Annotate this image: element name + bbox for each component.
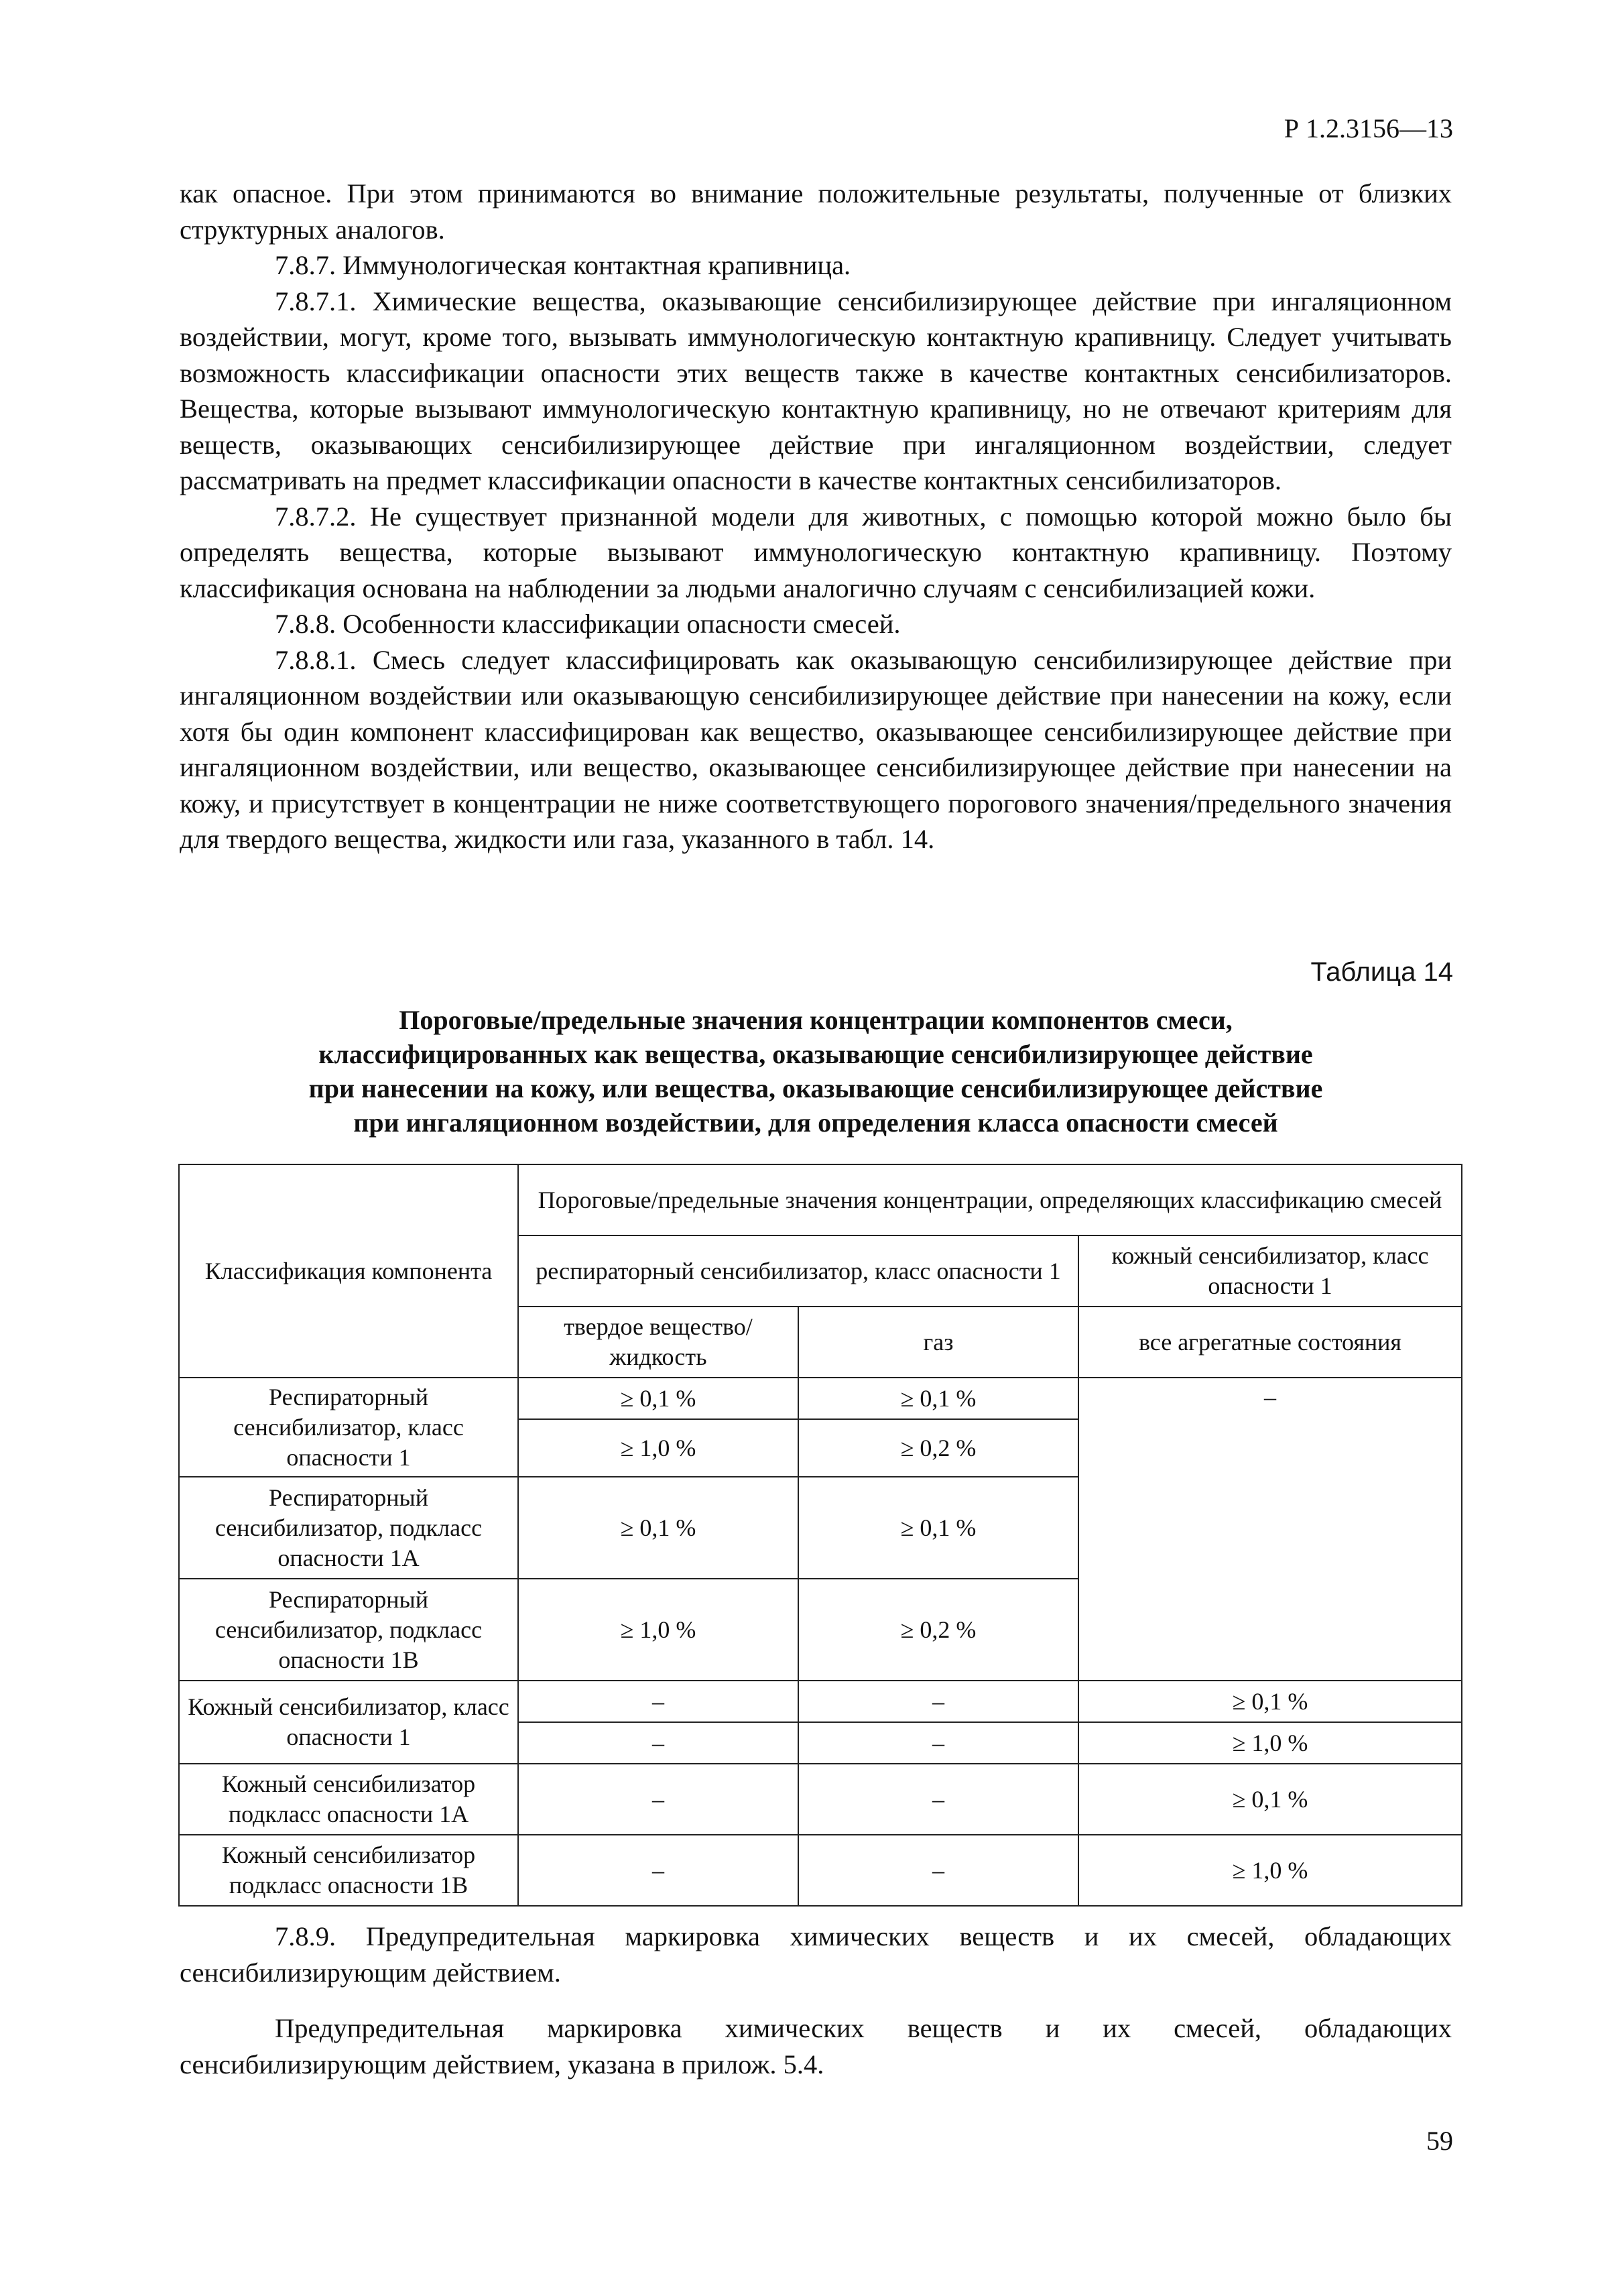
header-component: Классификация компонента: [179, 1164, 518, 1378]
cell-gas: –: [798, 1681, 1078, 1722]
table-title-line: при ингаляционном воздействии, для определения класса опасности смесей: [353, 1107, 1278, 1138]
footer-text: [180, 1919, 1452, 2082]
table-title: [180, 1003, 1452, 1140]
row-label: Кожный сенсибилизатор подкласс опасности 1А: [179, 1764, 518, 1835]
table-title-line: Пороговые/предельные значения концентрации компонентов смеси,: [399, 1005, 1233, 1035]
threshold-table: [178, 1164, 1462, 1907]
header-solid-liquid: твердое вещество/ жидкость: [518, 1307, 798, 1378]
cell-solid: ≥ 0,1 %: [518, 1477, 798, 1579]
paragraph: как опасное. При этом принимаются во внимание положительные результаты, полученные от близких структурных аналогов.: [180, 178, 1452, 245]
header-all-states: все агрегатные состояния: [1078, 1307, 1462, 1378]
cell-gas: ≥ 0,1 %: [798, 1378, 1078, 1419]
paragraph: 7.8.8. Особенности классификации опасности смесей.: [275, 609, 901, 639]
row-label: Кожный сенсибилизатор подкласс опасности 1В: [179, 1835, 518, 1906]
table-title-line: классифицированных как вещества, оказывающие сенсибилизирующее действие: [318, 1039, 1313, 1069]
page-number: 59: [1426, 2126, 1453, 2156]
cell-skin: ≥ 1,0 %: [1078, 1722, 1462, 1764]
table-number: Таблица 14: [1310, 957, 1453, 987]
cell-gas: ≥ 0,1 %: [798, 1477, 1078, 1579]
body-text: [180, 176, 1452, 857]
cell-solid: –: [518, 1722, 798, 1764]
paragraph: 7.8.9. Предупредительная маркировка химических веществ и их смесей, обладающих сенсибилизирующим действием.: [180, 1921, 1452, 1988]
cell-solid: –: [518, 1681, 798, 1722]
table-title-line: при нанесении на кожу, или вещества, оказывающие сенсибилизирующее действие: [308, 1073, 1323, 1103]
document-code: Р 1.2.3156—13: [1284, 113, 1453, 143]
header-gas: газ: [798, 1307, 1078, 1378]
paragraph: Предупредительная маркировка химических веществ и их смесей, обладающих сенсибилизирующим действием, указана в прилож. 5.4.: [180, 2013, 1452, 2079]
cell-solid: ≥ 1,0 %: [518, 1579, 798, 1681]
cell-gas: ≥ 0,2 %: [798, 1579, 1078, 1681]
cell-skin: –: [1078, 1378, 1462, 1681]
cell-gas: –: [798, 1764, 1078, 1835]
row-label: Респираторный сенсибилизатор, подкласс опасности 1В: [179, 1579, 518, 1681]
cell-skin: ≥ 0,1 %: [1078, 1681, 1462, 1722]
cell-gas: –: [798, 1835, 1078, 1906]
row-label: Кожный сенсибилизатор, класс опасности 1: [179, 1681, 518, 1764]
paragraph: 7.8.7.2. Не существует признанной модели для животных, с помощью которой можно было бы определять вещества, которые вызывают иммунологическую контактную крапивницу. Поэтому классификация основана на наблюдении за людьми аналогично случаям с сенсибилизацией кожи.: [180, 501, 1452, 603]
paragraph: 7.8.7.1. Химические вещества, оказывающие сенсибилизирующее действие при ингаляционном воздействии, могут, кроме того, вызывать иммунологическую контактную крапивницу. Следует учитывать возможность классификации опасности этих веществ также в качестве контактных сенсибилизаторов. Вещества, которые вызывают иммунологическую контактную крапивницу, но не отвечают критериям для веществ, оказывающих сенсибилизирующее действие при ингаляционном воздействии, следует рассматривать на предмет классификации опасности в качестве контактных сенсибилизаторов.: [180, 286, 1452, 495]
cell-solid: –: [518, 1835, 798, 1906]
cell-gas: ≥ 0,2 %: [798, 1419, 1078, 1477]
paragraph: 7.8.8.1. Смесь следует классифицировать как оказывающую сенсибилизирующее действие при ингаляционном воздействии или оказывающую сенсибилизирующее действие при нанесении на кожу, если хотя бы один компонент классифицирован как вещество, оказывающее сенсибилизирующее действие при ингаляционном воздействии, или вещество, оказывающее сенсибилизирующее действие при нанесении на кожу, и присутствует в концентрации не ниже соответствующего порогового значения/предельного значения для твердого вещества, жидкости или газа, указанного в табл. 14.: [180, 644, 1452, 854]
cell-solid: ≥ 1,0 %: [518, 1419, 798, 1477]
cell-skin: ≥ 1,0 %: [1078, 1835, 1462, 1906]
header-skin: кожный сенсибилизатор, класс опасности 1: [1078, 1235, 1462, 1307]
cell-gas: –: [798, 1722, 1078, 1764]
row-label: Респираторный сенсибилизатор, подкласс опасности 1А: [179, 1477, 518, 1579]
cell-solid: –: [518, 1764, 798, 1835]
paragraph: 7.8.7. Иммунологическая контактная крапивница.: [275, 250, 851, 280]
header-thresholds: Пороговые/предельные значения концентрации, определяющих классификацию смесей: [518, 1164, 1462, 1235]
cell-solid: ≥ 0,1 %: [518, 1378, 798, 1419]
row-label: Респираторный сенсибилизатор, класс опасности 1: [179, 1378, 518, 1477]
cell-skin: ≥ 0,1 %: [1078, 1764, 1462, 1835]
header-respiratory: респираторный сенсибилизатор, класс опасности 1: [518, 1235, 1078, 1307]
